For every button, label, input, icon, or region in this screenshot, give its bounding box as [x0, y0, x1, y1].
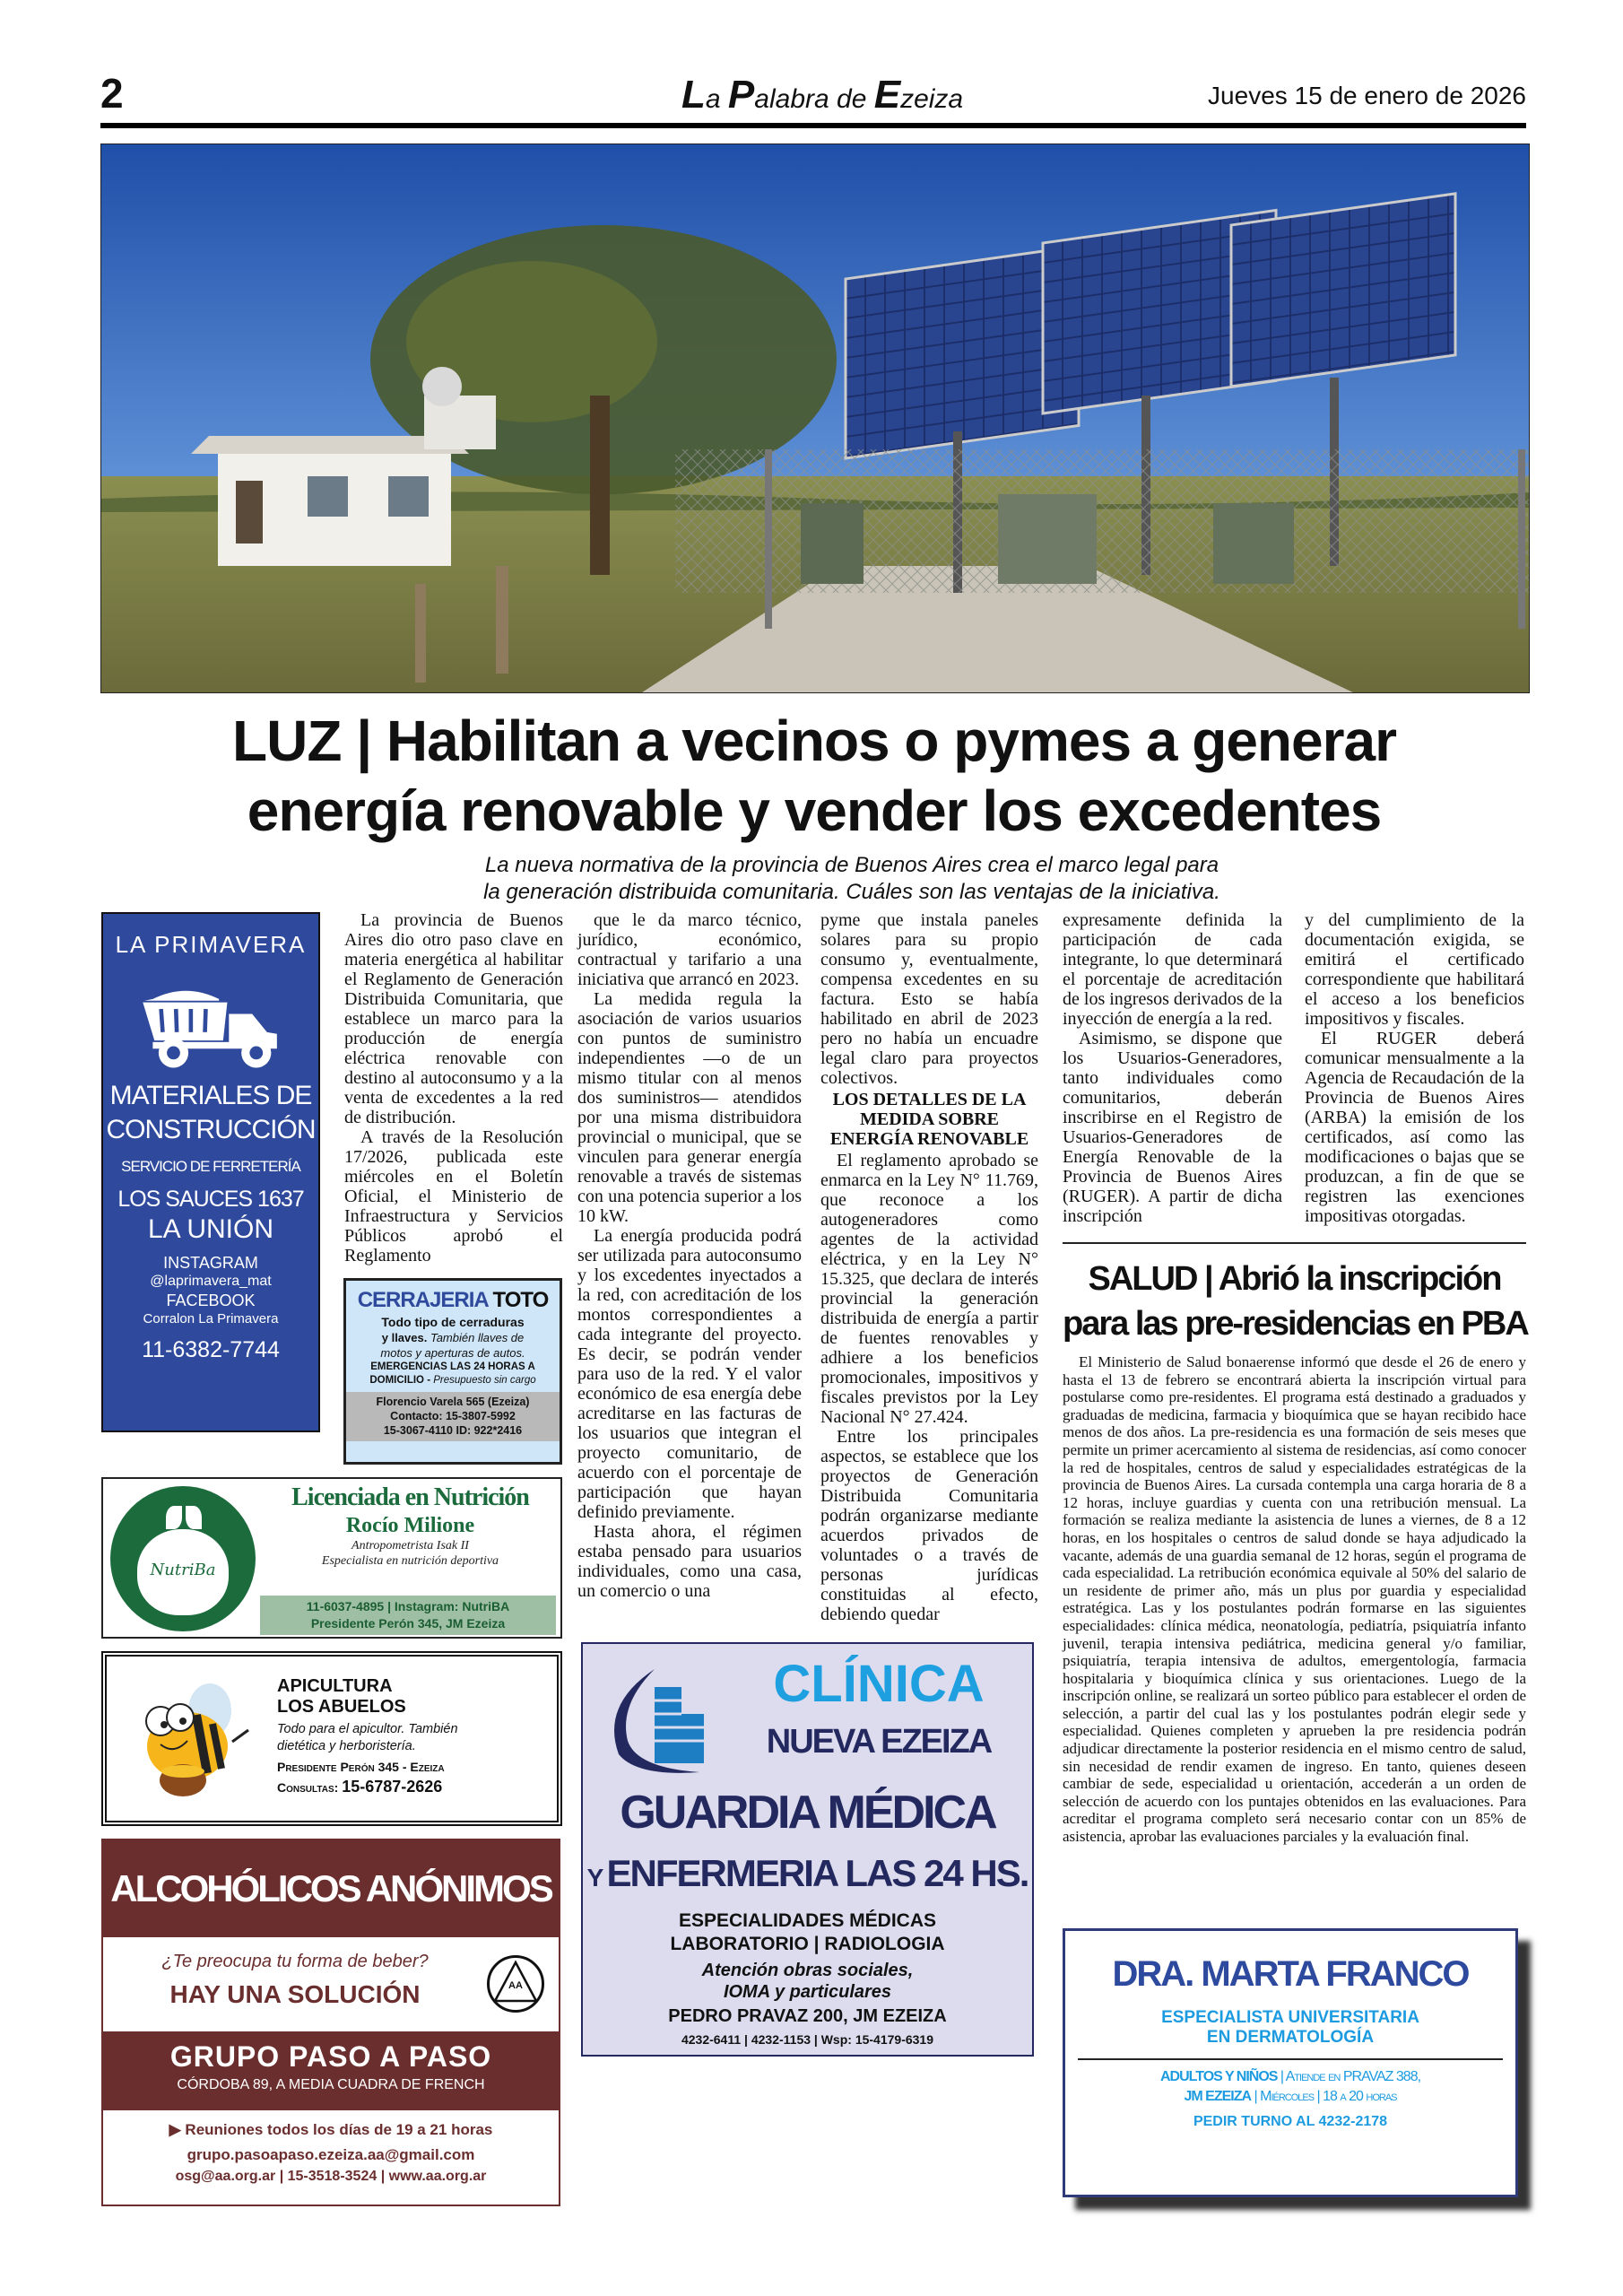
ad-cerrajeria-toto[interactable] — [343, 1278, 562, 1465]
paragraph: Asimismo, se dispone que los Usuarios-Generadores, tanto individuales como comunitarios, deberán inscribirse en el Registro de Usuarios-Generadores de Energía Renovable de la Provincia de Buenos Aires (RUGER). A partir de dicha inscripción — [1063, 1029, 1282, 1226]
paragraph: La medida regula la asociación de varios usuarios con puntos de suministro independientes —o de un mismo titular con al menos dos suministros— atendidos por una misma distribuidora provincial o municipal, que se vinculen para generar energía renovable a través de sistemas con una potencia superior a los 10 kW. — [577, 989, 802, 1226]
ad-brand: LA PRIMAVERA — [115, 931, 307, 958]
deck-line1: La nueva normativa de la provincia de Buenos Aires crea el marco legal para — [484, 853, 1219, 877]
nutriba-logo — [110, 1486, 256, 1631]
paragraph: Entre los principales aspectos, se establece que los proyectos de Generación Distribuida Comunitaria podrán organizarse mediante acuerdos privados de voluntades o a través de personas jurídicas constituidas al efecto, debiendo quedar — [820, 1427, 1038, 1624]
ad-line: SERVICIO DE FERRETERÍA — [121, 1158, 300, 1175]
health-headline — [1063, 1257, 1526, 1346]
ad-la-primavera[interactable] — [101, 912, 320, 1432]
ad-subtitle: NUEVA EZEIZA — [766, 1723, 992, 1761]
ad-address: Florencio Varela 565 (Ezeiza) — [376, 1396, 530, 1408]
clinic-building-icon — [601, 1660, 726, 1777]
masthead: La Palabra de Ezeiza — [681, 73, 964, 117]
ad-line: IOMA y particulares — [723, 1982, 892, 2002]
ad-phone-line: Consultas: 15-6787-2626 — [277, 1778, 443, 1796]
ad-line: Especialista en nutrición deportiva — [321, 1554, 499, 1568]
paragraph: y del cumplimiento de la documentación exigida, se emitirá el certificado correspondiente que habilitará el acceso a los beneficios impositivos y fiscales. — [1305, 910, 1524, 1029]
ad-title: ALCOHÓLICOS ANÓNIMOS — [103, 1840, 559, 1937]
ad-phone[interactable]: Contacto: 15-3807-5992 — [390, 1410, 516, 1422]
ad-line: Todo tipo de cerraduras — [381, 1315, 525, 1329]
ad-service: GUARDIA MÉDICA — [620, 1787, 995, 1839]
paragraph: expresamente definida la participación de cada integrante, lo que determinará el porcentaje de acreditación de los ingresos derivados de la inyección de energía a la red. — [1063, 910, 1282, 1029]
ad-facebook[interactable]: Corralon La Primavera — [143, 1311, 279, 1326]
ad-contacts[interactable]: osg@aa.org.ar | 15-3518-3524 | www.aa.org.ar — [175, 2169, 487, 2184]
ad-phones[interactable]: 4232-6411 | 4232-1153 | Wsp: 15-4179-6319 — [681, 2032, 934, 2047]
ad-line: CONSTRUCCIÓN — [106, 1115, 316, 1144]
ad-contact-box — [346, 1392, 560, 1441]
ad-apicultura[interactable] — [101, 1651, 562, 1826]
ad-schedule-line1: ADULTOS Y NIÑOS | Atiende en PRAVAZ 388, — [1159, 2069, 1421, 2084]
ad-line: ESPECIALISTA UNIVERSITARIA — [1161, 2008, 1419, 2027]
ad-title: DRA. MARTA FRANCO — [1112, 1954, 1469, 1994]
nutriba-logo-text: NutriBa — [150, 1561, 216, 1579]
health-headline-line1: SALUD | Abrió la inscripción — [1088, 1260, 1501, 1298]
ad-line: FACEBOOK — [166, 1292, 256, 1309]
ad-question-box — [103, 1937, 559, 2031]
paragraph: A través de la Resolución 17/2026, publicada este miércoles en el Boletín Oficial, el Ministerio de Infraestructura y Servicios Públicos aprobó el Reglamento — [344, 1127, 563, 1265]
paragraph: que le da marco técnico, jurídico, económico, contractual y tarifario a una iniciativa que arrancó en 2023. — [577, 910, 802, 989]
ad-divider — [1078, 2058, 1503, 2060]
ad-line: EMERGENCIAS LAS 24 HORAS A — [370, 1361, 535, 1372]
ad-title: Licenciada en Nutrición — [291, 1483, 529, 1511]
dump-truck-icon — [130, 966, 291, 1074]
article-column-5 — [1305, 910, 1524, 1226]
aa-logo-icon: AA — [487, 1955, 544, 2013]
article-column-4 — [1063, 910, 1282, 1226]
ad-address: Presidente Perón 345, JM Ezeiza — [310, 1616, 506, 1631]
ad-clinica-nueva-ezeiza[interactable] — [581, 1642, 1034, 2057]
ad-service: Y ENFERMERIA LAS 24 HS. — [586, 1852, 1028, 1894]
paragraph: Hasta ahora, el régimen estaba pensado para usuarios individuales, como una casa, un comercio o una — [577, 1522, 802, 1601]
bee-icon — [134, 1674, 250, 1800]
paragraph: La provincia de Buenos Aires dio otro paso clave en materia energética al habilitar el Reglamento de Generación Distribuida Comunitaria, que establece un marco para la producción de energía eléctrica renovable con destino al autoconsumo y a la venta de excedentes a la red de distribución. — [344, 910, 563, 1127]
ad-nutriba[interactable] — [101, 1477, 562, 1639]
ad-phone[interactable]: 15-6787-2626 — [342, 1778, 443, 1796]
ad-dra-marta-franco[interactable] — [1063, 1928, 1518, 2197]
issue-date: Jueves 15 de enero de 2026 — [1208, 82, 1526, 109]
ad-line: motos y aperturas de autos. — [380, 1346, 525, 1360]
ad-line: Todo para el apicultor. También — [277, 1722, 458, 1736]
ad-address: CÓRDOBA 89, A MEDIA CUADRA DE FRENCH — [177, 2077, 485, 2092]
article-column-3 — [820, 910, 1038, 1624]
section-divider — [1063, 1242, 1526, 1244]
play-arrow-icon: ▶ — [169, 2121, 186, 2138]
ad-line: LABORATORIO | RADIOLOGIA — [670, 1934, 945, 1954]
ad-meetings: ▶ Reuniones todos los días de 19 a 21 horas — [169, 2121, 493, 2138]
main-headline-line2: energía renovable y vender los excedentes — [247, 778, 1382, 843]
ad-line: EN DERMATOLOGÍA — [1206, 2028, 1375, 2047]
ad-title: APICULTURA — [277, 1676, 393, 1696]
deck-line2: la generación distribuida comunitaria. Cuáles son las ventajas de la iniciativa. — [483, 880, 1220, 904]
ad-line: dietética y herboristería. — [277, 1739, 416, 1753]
ad-line: INSTAGRAM — [163, 1254, 258, 1272]
ad-question: ¿Te preocupa tu forma de beber? — [161, 1952, 429, 1971]
ad-address: PEDRO PRAVAZ 200, JM EZEIZA — [668, 2006, 947, 2026]
paragraph: El Ministerio de Salud bonaerense informó que desde el 26 de enero y hasta el 13 de febrero se encontrará abierta la inscripción virtual para postularse como pre-residentes. El programa está destinado a graduados y graduadas de medicina, farmacia y bioquímica que se hayan recibido hace menos de dos años. La pre-residencia es una formación de seis meses que permite un primer acercamiento al sistema de residencias, así como conocer la red de hospitales, centros de salud y especialidades estratégicas de la provincia de Buenos Aires. La cursada contempla una carga horaria de 8 a 12 horas, incluye guardias y cuenta con una retribución mensual. La formación se realiza mediante la asistencia de lunes a viernes, de 8 a 12 horas, en los hospitales o centros de salud donde se haya adjudicado la vacante, además de una guardia semanal de 12 horas, según el programa de cada especialidad. La retribución económica equivale al 50% del salario de un residente de primer año, más un plus por guardia y especialidad estratégica. Las y los postulantes podrán formarse en las siguientes especialidades: clínica médica, neonatología, pediatría, psiquiatría infanto juvenil, terapia intensiva pediátrica, medicina general y/o familiar, psiquiatría, terapia intensiva de adultos, emergentología, farmacia hospitalaria y bioquímica clínica y sus orientaciones. Luego de la inscripción online, se realizará un sorteo público para establecer el orden de selección, a partir del cual las y los postulantes podrán elegir sede y especialidad. Quienes completen y aprueben la pre residencia podrán adjudicar directamente la posterior residencia en el mismo centro de salud, sin necesidad de rendir examen de ingreso. En tanto, quienes deseen cambiar de sede, especialidad u orientación, accederán a un orden de selección de acuerdo con los puntajes obtenidos en las evaluaciones. Para acreditar el programa completo será necesario contar con un 85% de asistencia, aprobar las evaluaciones parciales y la evaluación final. — [1063, 1353, 1526, 1846]
ad-specialties — [583, 1909, 1032, 1956]
ad-answer: HAY UNA SOLUCIÓN — [169, 1980, 421, 2008]
ad-address: LOS SAUCES 1637 — [117, 1187, 304, 1212]
ad-line: DOMICILIO - Presupuesto sin cargo — [369, 1375, 536, 1386]
ad-address: Presidente Perón 345 - Ezeiza — [277, 1760, 445, 1774]
ad-title: CERRAJERIA TOTO — [357, 1288, 549, 1312]
ad-phone[interactable]: 11-6382-7744 — [142, 1337, 280, 1362]
ad-instagram[interactable]: @laprimavera_mat — [150, 1274, 272, 1289]
health-headline-line2: para las pre-residencias en PBA — [1063, 1305, 1528, 1343]
paragraph: pyme que instala paneles solares para su propio consumo y, eventualmente, compensa excedentes en su factura. Esto se había habilitado en abril de 2023 pero no había un encuadre legal claro para proyectos colectivos. — [820, 910, 1038, 1088]
ad-email[interactable]: grupo.pasoapaso.ezeiza.aa@gmail.com — [187, 2146, 475, 2163]
ad-phone[interactable]: 15-3067-4110 ID: 922*2416 — [383, 1424, 523, 1437]
health-body — [1063, 1353, 1526, 1846]
ad-contact-box — [103, 2110, 559, 2187]
ad-line: Antropometrista Isak II — [352, 1539, 469, 1552]
ad-line: Atención obras sociales, — [701, 1961, 914, 1980]
paragraph: El RUGER deberá comunicar mensualmente a la Agencia de Recaudación de la Provincia de Buenos Aires (ARBA) la emisión de los certificados, así como las modificaciones o bajas que se produzcan, a fin de que se registren las exenciones impositivas otorgadas. — [1305, 1029, 1524, 1226]
article-column-1 — [344, 910, 563, 1265]
ad-schedule-line2: JM EZEIZA | Miércoles | 18 a 20 horas — [1184, 2089, 1397, 2104]
ad-locality: LA UNIÓN — [147, 1214, 274, 1244]
ad-line: y llaves. También llaves de — [381, 1331, 525, 1344]
header-rule — [100, 123, 1526, 128]
article-column-2 — [577, 910, 802, 1601]
paragraph: El reglamento aprobado se enmarca en la Ley N° 11.769, que reconoce a los autogeneradores como agentes de la actividad eléctrica, y en la Ley N° 15.325, que declara de interés provincial la generación distribuida de energía a partir de fuentes renovables y adhiere a los beneficios promocionales, impositivos y fiscales previstos por la Ley Nacional N° 27.424. — [820, 1151, 1038, 1427]
main-headline-line1: LUZ | Habilitan a vecinos o pymes a generar — [232, 709, 1396, 773]
paragraph: La energía producida podrá ser utilizada para autoconsumo y los excedentes inyectados a la red, con acreditación de los montos correspondientes a cada integrante del proyecto. Es decir, se podrán vender para uso de la red. Y el valor económico de esa energía debe acreditarse en las facturas de los usuarios que integran el proyecto comunitario, de acuerdo con el porcentaje de participación que hayan definido previamente. — [577, 1226, 802, 1522]
ad-alcoholicos-anonimos[interactable] — [101, 1839, 560, 2206]
ad-group-box — [103, 2031, 559, 2110]
solar-panels-photo — [100, 144, 1530, 693]
main-headline — [99, 706, 1530, 846]
ad-phone[interactable]: PEDIR TURNO AL 4232-2178 — [1193, 2114, 1388, 2129]
ad-name: Rocío Milione — [345, 1514, 475, 1537]
ad-coverage — [583, 1960, 1032, 2003]
ad-group: GRUPO PASO A PASO — [169, 2040, 492, 2073]
ad-phone[interactable]: 11-6037-4895 | Instagram: NutriBA — [306, 1599, 510, 1613]
ad-title: CLÍNICA — [773, 1655, 985, 1713]
subheading: LOS DETALLES DE LA MEDIDA SOBRE ENERGÍA RENOVABLE — [829, 1090, 1029, 1149]
ad-line: ESPECIALIDADES MÉDICAS — [678, 1910, 937, 1931]
main-deck — [224, 852, 1480, 906]
page-number: 2 — [100, 70, 124, 117]
ad-line: MATERIALES DE — [109, 1081, 312, 1110]
ad-title: LOS ABUELOS — [277, 1697, 406, 1717]
ad-contact-box — [260, 1596, 556, 1635]
